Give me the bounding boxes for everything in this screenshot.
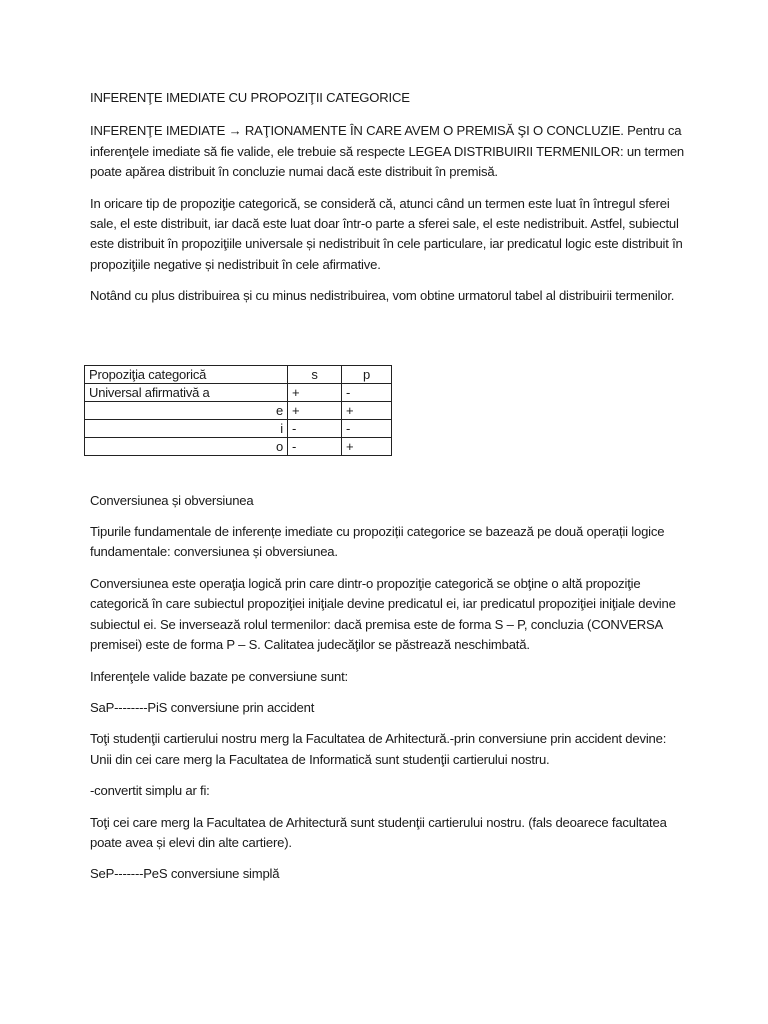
table-cell-proposition: i (85, 419, 288, 437)
formula-simple-conversion: SeP-------PeS conversiune simplă (90, 866, 280, 882)
table-cell-s: - (288, 437, 342, 455)
document-title: INFERENŢE IMEDIATE CU PROPOZIŢII CATEGORICE (90, 90, 410, 105)
paragraph-conversion-definition: Conversiunea este operaţia logică prin care dintr-o propoziţie categorică se obţine o altă propoziţie categorică în care subiectul propoziţiei iniţiale devine predicatul ei, iar predicatul propoziţiei iniţiale devine subiectul ei. Se inversează rolul termenilor: dacă premisa este de forma S – P, concluzia (CONVERSA premisei) este de forma P – S. Calitatea judecăţilor se păstrează neschimbată. (90, 575, 676, 653)
table-cell-proposition: Universal afirmativă a (85, 383, 288, 401)
paragraph-valid-inferences: Inferenţele valide bazate pe conversiune sunt: (90, 668, 348, 684)
table-row (85, 383, 392, 401)
table-cell-proposition: o (85, 437, 288, 455)
paragraph-fundamental-types: Tipurile fundamentale de inferențe imediate cu propoziții categorice se bazează pe două operații logice fundamentale: conversiunea și obversiunea. (90, 524, 665, 560)
spacer (90, 318, 686, 365)
paragraph-example-2: Toţi cei care merg la Facultatea de Arhitectură sunt studenţii cartierului nostru. (fals deoarece facultatea poate avea și elevi din alte cartiere). (90, 814, 667, 850)
table-cell-proposition: e (85, 401, 288, 419)
table-cell-p: - (342, 383, 392, 401)
formula-accidental-conversion: SaP--------PiS conversiune prin accident (90, 699, 315, 715)
table-header-s: s (288, 365, 342, 383)
paragraph-distribution: In oricare tip de propoziţie categorică, se consideră că, atunci când un termen este luat în întregul sferei sale, el este distribuit, iar dacă este luat doar într-o parte a sferei sale, el este nedistribuit. Astfel, subiectul este distribuit în propoziţiile universale și nedistribuit în cele particulare, iar predicatul logic este distribuit în propoziţiile negative și nedistribuit în cele afirmative. (90, 195, 683, 272)
table-header-row (85, 365, 392, 383)
distribution-table (84, 365, 392, 456)
paragraph-definition: INFERENŢE IMEDIATE → RAŢIONAMENTE ÎN CARE AVEM O PREMISĂ ŞI O CONCLUZIE. Pentru ca inferenţele imediate să fie valide, ele trebuie să respecte LEGEA DISTRIBUIRII TERMENILOR: un termen poate apărea distribuit în concluzie numai dacă este distribuit în premisă. (90, 123, 684, 180)
table-header-p: p (342, 365, 392, 383)
table-cell-p: + (342, 437, 392, 455)
table-cell-p: - (342, 419, 392, 437)
table-cell-s: + (288, 383, 342, 401)
table-cell-s: - (288, 419, 342, 437)
document-body (90, 88, 686, 896)
table-cell-p: + (342, 401, 392, 419)
table-row (85, 419, 392, 437)
paragraph-table-intro: Notând cu plus distribuirea și cu minus nedistribuirea, vom obtine urmatorul tabel al distribuirii termenilor. (90, 288, 675, 304)
table-row (85, 401, 392, 419)
table-row (85, 437, 392, 455)
paragraph-example-1: Toţi studenţii cartierului nostru merg la Facultatea de Arhitectură.-prin conversiune prin accident devine: Unii din cei care merg la Facultatea de Informatică sunt studenţii cartierului nostru. (90, 731, 667, 767)
section-title: Conversiunea și obversiunea (90, 492, 254, 508)
table-header-proposition: Propoziţia categorică (85, 365, 288, 383)
table-cell-s: + (288, 401, 342, 419)
paragraph-simple-convert: -convertit simplu ar fi: (90, 783, 210, 799)
